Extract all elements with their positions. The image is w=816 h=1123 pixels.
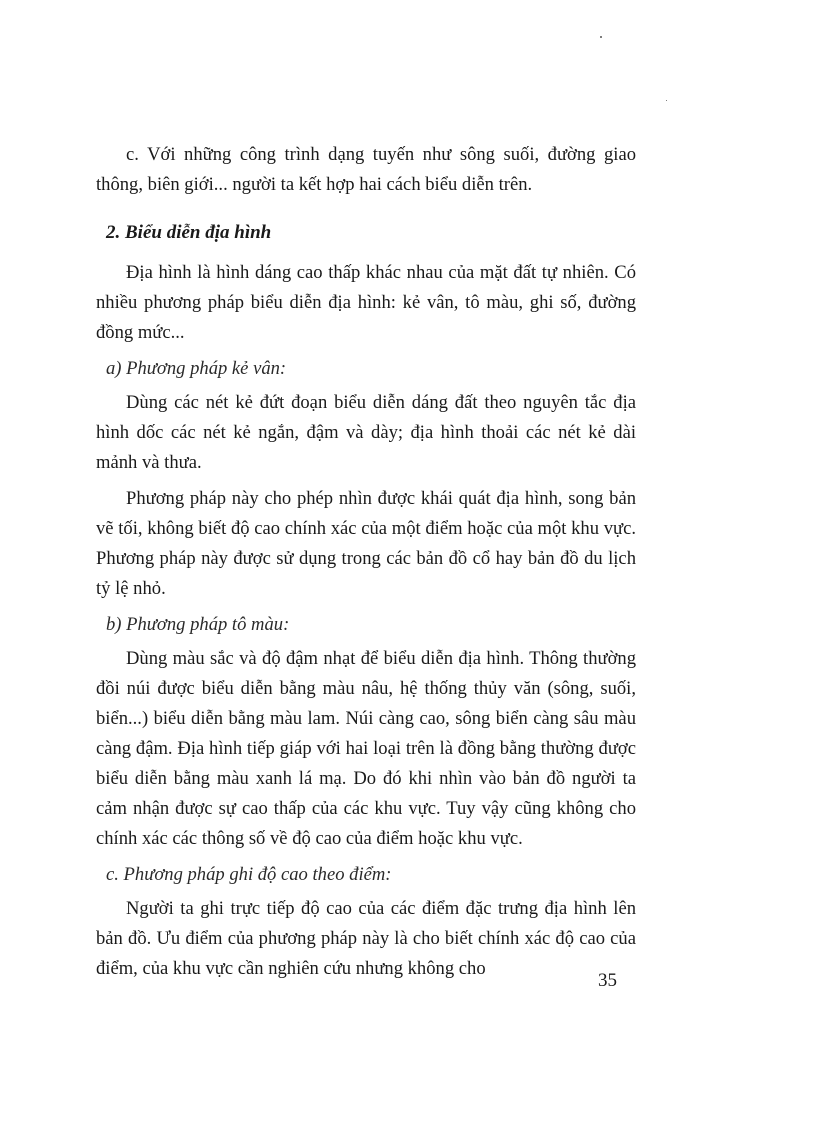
paragraph-a-2: Phương pháp này cho phép nhìn được khái quát địa hình, song bản vẽ tối, không biết độ cao chính xác của một điểm hoặc của một khu vực. Phương pháp này được sử dụng trong các bản đồ cổ hay bản đồ du lịch tỷ lệ nhỏ. <box>96 488 636 599</box>
paragraph-c-method: Người ta ghi trực tiếp độ cao của các điểm đặc trưng địa hình lên bản đồ. Ưu điểm của phương pháp này là cho biết chính xác độ cao của điểm, của khu vực cần nghiên cứu nhưng không cho <box>96 898 636 979</box>
intro-paragraph: Địa hình là hình dáng cao thấp khác nhau của mặt đất tự nhiên. Có nhiều phương pháp biểu diễn địa hình: kẻ vân, tô màu, ghi số, đường đồng mức... <box>96 262 636 343</box>
subheading-c: c. Phương pháp ghi độ cao theo điểm: <box>106 864 392 885</box>
subheading-b: b) Phương pháp tô màu: <box>106 614 290 635</box>
paragraph-b: Dùng màu sắc và độ đậm nhạt để biểu diễn địa hình. Thông thường đồi núi được biểu diễn bằng màu nâu, hệ thống thủy văn (sông, suối, biển...) biểu diễn bằng màu lam. Núi càng cao, sông biển càng sâu màu càng đậm. Địa hình tiếp giáp với hai loại trên là đồng bằng thường được biểu diễn bằng màu xanh lá mạ. Do đó khi nhìn vào bản đồ người ta cảm nhận được sự cao thấp của các khu vực. Tuy vậy cũng không cho chính xác các thông số về độ cao của điểm hoặc khu vực. <box>96 648 636 849</box>
scan-speck-2 <box>666 100 667 101</box>
section-title: 2. Biểu diễn địa hình <box>106 222 272 243</box>
scan-speck-1 <box>600 36 602 38</box>
paragraph-c: c. Với những công trình dạng tuyến như sông suối, đường giao thông, biên giới... người ta kết hợp hai cách biểu diễn trên. <box>96 144 636 195</box>
paragraph-a-1: Dùng các nét kẻ đứt đoạn biểu diễn dáng đất theo nguyên tắc địa hình dốc các nét kẻ ngắn, đậm và dày; địa hình thoải các nét kẻ dài mảnh và thưa. <box>96 392 636 473</box>
subheading-a: a) Phương pháp kẻ vân: <box>106 358 287 379</box>
document-page <box>96 140 636 990</box>
page-number: 35 <box>598 970 617 991</box>
